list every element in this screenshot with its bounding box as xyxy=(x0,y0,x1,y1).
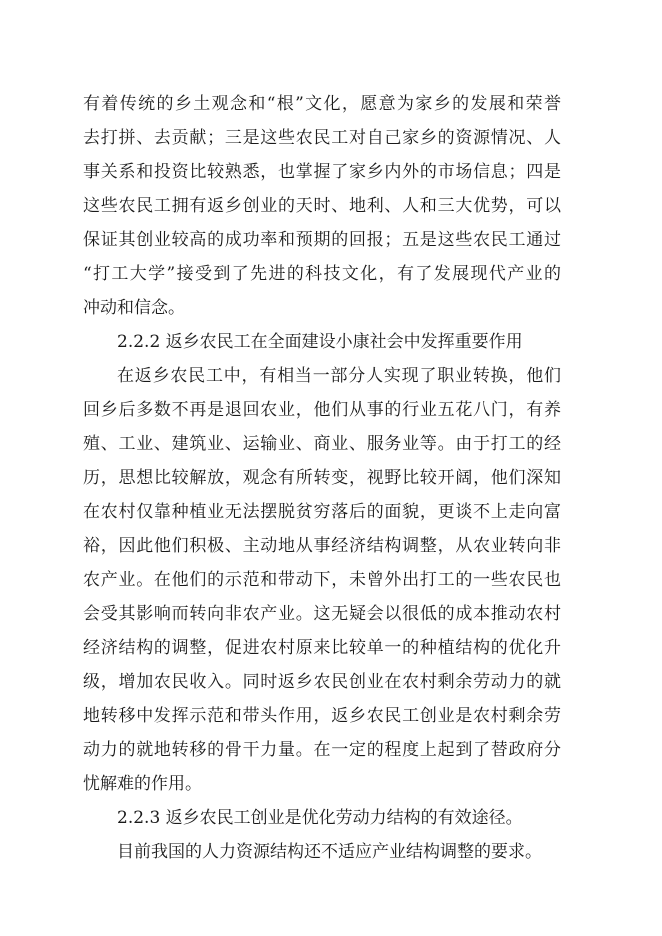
text-line: 农产业。在他们的示范和带动下，未曾外出打工的一些农民也 xyxy=(83,570,561,590)
text-line: 裕，因此他们积极、主动地从事经济结构调整，从农业转向非 xyxy=(83,536,561,556)
text-line: 有着传统的乡土观念和“根”文化，愿意为家乡的发展和荣誉 xyxy=(83,94,561,114)
text-line: 事关系和投资比较熟悉，也掌握了家乡内外的市场信息；四是 xyxy=(83,162,561,182)
text-line: 经济结构的调整，促进农村原来比较单一的种植结构的优化升 xyxy=(83,638,561,658)
text-line: 忧解难的作用。 xyxy=(83,774,202,794)
text-line: 去打拼、去贡献；三是这些农民工对自己家乡的资源情况、人 xyxy=(83,128,561,148)
section-heading: 2.2.2 返乡农民工在全面建设小康社会中发挥重要作用 xyxy=(117,332,523,352)
text-line: 保证其创业较高的成功率和预期的回报；五是这些农民工通过 xyxy=(83,230,561,250)
text-line: 历，思想比较解放，观念有所转变，视野比较开阔，他们深知 xyxy=(83,468,561,488)
section-heading: 2.2.3 返乡农民工创业是优化劳动力结构的有效途径。 xyxy=(117,808,523,828)
text-line: 级，增加农民收入。同时返乡农民创业在农村剩余劳动力的就 xyxy=(83,672,561,692)
text-line: 动力的就地转移的骨干力量。在一定的程度上起到了替政府分 xyxy=(83,740,561,760)
text-line: 在返乡农民工中，有相当一部分人实现了职业转换，他们 xyxy=(117,366,561,386)
text-line: 冲动和信念。 xyxy=(83,298,185,318)
text-line: 会受其影响而转向非农产业。这无疑会以很低的成本推动农村 xyxy=(83,604,561,624)
text-line: 这些农民工拥有返乡创业的天时、地利、人和三大优势，可以 xyxy=(83,196,561,216)
text-line: “打工大学”接受到了先进的科技文化，有了发展现代产业的 xyxy=(83,264,561,284)
text-line: 殖、工业、建筑业、运输业、商业、服务业等。由于打工的经 xyxy=(83,434,561,454)
text-line: 回乡后多数不再是退回农业，他们从事的行业五花八门，有养 xyxy=(83,400,561,420)
text-line: 地转移中发挥示范和带头作用，返乡农民工创业是农村剩余劳 xyxy=(83,706,561,726)
text-line: 在农村仅靠种植业无法摆脱贫穷落后的面貌，更谈不上走向富 xyxy=(83,502,561,522)
text-line: 目前我国的人力资源结构还不适应产业结构调整的要求。 xyxy=(117,842,542,862)
